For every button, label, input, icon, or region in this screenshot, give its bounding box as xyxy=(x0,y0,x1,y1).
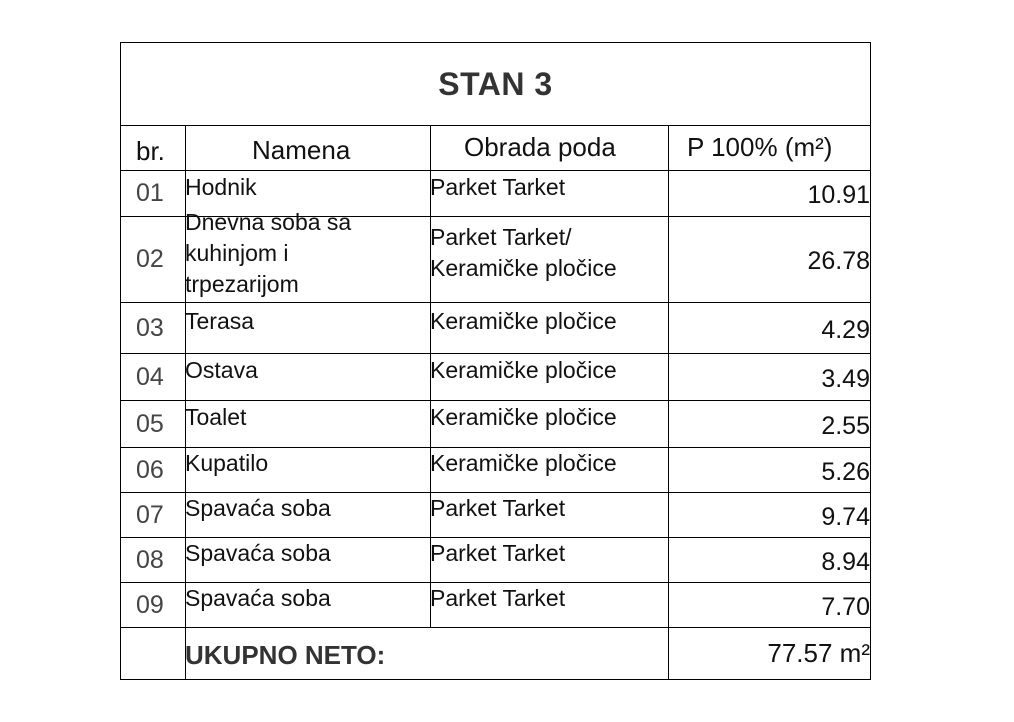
floor-finish: Keramičke pločice xyxy=(430,357,617,383)
row-number: 03 xyxy=(136,313,164,342)
room-name: trpezarijom xyxy=(185,270,299,297)
row-number: 06 xyxy=(136,455,164,484)
room-name: Spavaća soba xyxy=(185,495,331,521)
floor-finish: Parket Tarket/ xyxy=(430,224,572,250)
room-name: Ostava xyxy=(185,357,258,383)
row-number: 05 xyxy=(136,409,164,438)
room-name: Kupatilo xyxy=(185,450,269,476)
row-number: 01 xyxy=(136,179,164,207)
frame-bottom xyxy=(120,679,871,680)
area-value: 5.26 xyxy=(821,457,870,486)
header-obrada-poda: Obrada poda xyxy=(464,132,616,162)
area-value: 4.29 xyxy=(821,315,870,344)
room-name: Hodnik xyxy=(185,173,257,200)
area-value: 26.78 xyxy=(807,247,870,275)
row-divider xyxy=(120,353,871,354)
header-povrsina: P 100% (m²) xyxy=(687,132,833,162)
floor-finish: Keramičke pločice xyxy=(430,308,617,334)
row-number: 04 xyxy=(136,362,164,391)
area-value: 8.94 xyxy=(821,547,870,576)
area-value: 9.74 xyxy=(821,502,870,531)
row-divider xyxy=(120,302,871,303)
floor-finish: Keramičke pločice xyxy=(430,450,617,476)
room-name: Dnevna soba sa xyxy=(185,208,352,235)
floor-finish: Keramičke pločice xyxy=(430,255,617,281)
floor-finish: Keramičke pločice xyxy=(430,404,617,430)
area-value: 7.70 xyxy=(821,592,870,621)
frame-right xyxy=(870,42,871,680)
room-name: Toalet xyxy=(185,404,247,430)
area-value: 3.49 xyxy=(821,364,870,393)
row-divider xyxy=(120,627,871,628)
frame-left xyxy=(120,42,121,680)
frame-top xyxy=(120,42,871,43)
floor-finish: Parket Tarket xyxy=(430,173,566,200)
row-number: 07 xyxy=(136,500,164,529)
row-number: 08 xyxy=(136,545,164,574)
room-name: Spavaća soba xyxy=(185,585,331,611)
room-name: Spavaća soba xyxy=(185,540,331,566)
column-divider xyxy=(668,125,669,680)
table-title: STAN 3 xyxy=(438,66,553,102)
total-value: 77.57 m² xyxy=(767,638,870,668)
area-value: 10.91 xyxy=(807,181,870,209)
floor-finish: Parket Tarket xyxy=(430,495,566,521)
header-br: br. xyxy=(136,136,165,166)
row-number: 02 xyxy=(136,245,164,273)
row-number: 09 xyxy=(136,590,164,619)
room-name: Terasa xyxy=(185,308,255,334)
floor-finish: Parket Tarket xyxy=(430,585,566,611)
row-divider xyxy=(120,400,871,401)
room-name: kuhinjom i xyxy=(185,239,289,266)
header-namena: Namena xyxy=(252,135,351,165)
total-label: UKUPNO NETO: xyxy=(185,640,386,670)
area-value: 2.55 xyxy=(821,411,870,440)
row-divider xyxy=(120,125,871,126)
floor-finish: Parket Tarket xyxy=(430,540,566,566)
